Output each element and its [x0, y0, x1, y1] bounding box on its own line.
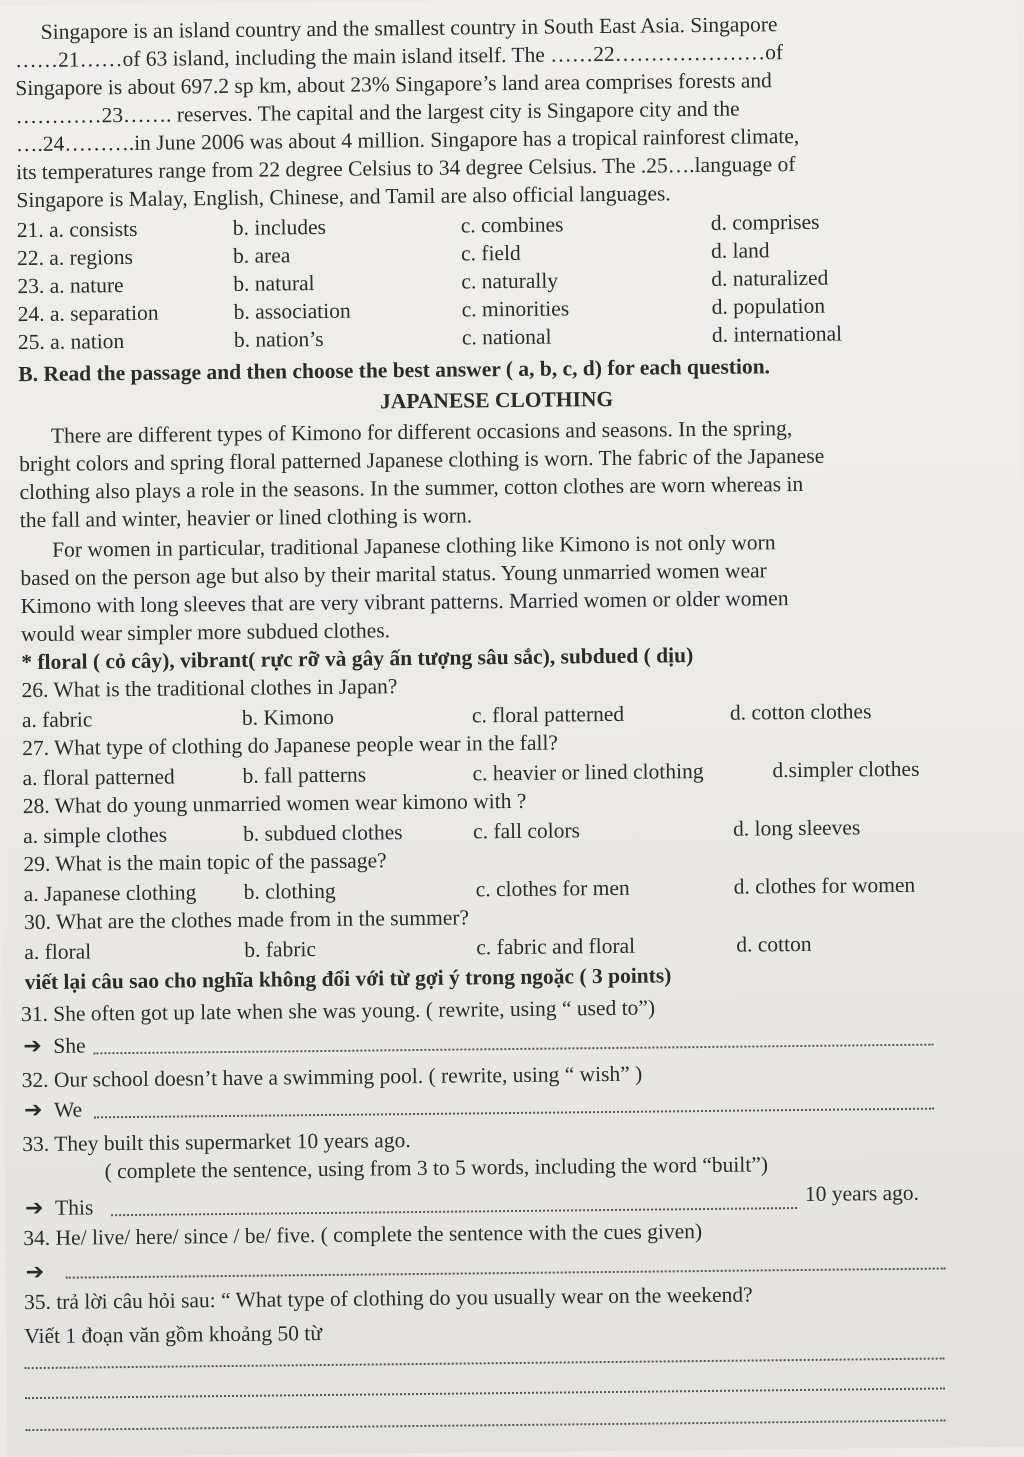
writing-line[interactable]	[25, 1420, 945, 1432]
option-27d: d.simpler clothes	[772, 756, 920, 783]
option-29d: d. clothes for women	[733, 872, 916, 899]
question-35: 35. trả lời câu hỏi sau: “ What type of clothing do you usually wear on the weekend?	[23, 1282, 753, 1315]
section-c-heading: viết lại câu sao cho nghĩa không đổi với từ gợi ý trong ngoặc ( 3 points)	[24, 963, 672, 995]
option-24d: d. population	[711, 293, 826, 319]
question-26: 26. What is the traditional clothes in Japan?	[21, 674, 398, 703]
passage-b-line: would wear simpler more subdued clothes.	[20, 618, 391, 647]
option-30a: a. floral	[24, 939, 92, 965]
question-33-hint: ( complete the sentence, using from 3 to 5 words, including the word “built”)	[104, 1152, 769, 1184]
answer-33-end: 10 years ago.	[804, 1180, 920, 1206]
arrow-icon: ➔	[24, 1194, 44, 1221]
option-29c: c. clothes for men	[475, 875, 630, 902]
option-28b: b. subdued clothes	[242, 820, 403, 846]
option-25d: d. international	[711, 321, 843, 347]
answer-34-line[interactable]	[66, 1267, 946, 1278]
option-22c: c. field	[460, 240, 521, 266]
option-30d: d. cotton	[736, 931, 812, 957]
question-25: 25. a. nation	[17, 329, 125, 355]
option-24b: b. association	[233, 298, 351, 324]
question-23: 23. a. nature	[17, 273, 124, 299]
passage-b-line: the fall and winter, heavier or lined clothing is worn.	[19, 503, 473, 533]
arrow-icon: ➔	[25, 1258, 45, 1285]
question-34: 34. He/ live/ here/ since / be/ five. ( complete the sentence with the cues given)	[23, 1219, 703, 1251]
question-30: 30. What are the clothes made from in the summer?	[23, 905, 470, 935]
writing-line[interactable]	[25, 1388, 945, 1400]
option-26d: d. cotton clothes	[729, 699, 872, 725]
answer-31-start: She	[53, 1033, 86, 1058]
writing-line[interactable]	[25, 1358, 945, 1370]
passage-line: Singapore is an island country and the smallest country in South East Asia. Singapore	[40, 12, 778, 44]
option-21c: c. combines	[460, 212, 564, 238]
option-29a: a. Japanese clothing	[23, 880, 197, 907]
arrow-icon: ➔	[23, 1096, 43, 1123]
option-28c: c. fall colors	[472, 818, 581, 844]
passage-b-line: based on the person age but also by their marital status. Young unmarried women wear	[20, 558, 767, 591]
answer-31-line[interactable]	[93, 1044, 933, 1055]
passage-line: ……21……of 63 island, including the main island itself. The ……22…………………of	[14, 40, 784, 73]
option-27b: b. fall patterns	[242, 762, 367, 788]
question-22: 22. a. regions	[16, 244, 134, 271]
passage-line: ….24……….in June 2006 was about 4 million. Singapore has a tropical rainforest climate,	[15, 123, 800, 157]
option-30c: c. fabric and floral	[476, 933, 636, 960]
option-22b: b. area	[232, 243, 291, 268]
option-30b: b. fabric	[244, 937, 317, 962]
option-23d: d. naturalized	[711, 265, 829, 291]
option-26b: b. Kimono	[241, 704, 335, 730]
passage-line: Singapore is Malay, English, Chinese, and Tamil are also official languages.	[16, 181, 671, 213]
option-21d: d. comprises	[710, 209, 820, 235]
answer-32-line[interactable]	[94, 1108, 934, 1119]
option-28d: d. long sleeves	[732, 815, 861, 841]
arrow-icon: ➔	[23, 1032, 42, 1059]
question-27: 27. What type of clothing do Japanese people wear in the fall?	[22, 730, 559, 761]
question-24: 24. a. separation	[17, 300, 159, 327]
question-29: 29. What is the main topic of the passage?	[23, 848, 387, 877]
passage-b-line: For women in particular, traditional Japanese clothing like Kimono is not only worn	[52, 530, 776, 562]
passage-line: its temperatures range from 22 degree Celsius to 34 degree Celsius. The .25….language of	[16, 152, 796, 185]
option-28a: a. simple clothes	[23, 822, 168, 849]
option-26a: a. fabric	[21, 707, 93, 733]
option-23c: c. naturally	[461, 268, 559, 294]
passage-b-line: Kimono with long sleeves that are very vibrant patterns. Married women or older women	[20, 586, 789, 619]
option-24c: c. minorities	[461, 296, 570, 322]
question-28: 28. What do young unmarried women wear kimono with ?	[22, 788, 527, 819]
section-b-heading: B. Read the passage and then choose the best answer ( a, b, c, d) for each question.	[18, 354, 771, 387]
option-27c: c. heavier or lined clothing	[472, 758, 704, 786]
question-32: 32. Our school doesn’t have a swimming pool. ( rewrite, using “ wish” )	[21, 1061, 643, 1093]
passage-b-line: There are different types of Kimono for different occasions and seasons. In the spring,	[50, 416, 793, 448]
option-29b: b. clothing	[243, 878, 336, 904]
option-27a: a. floral patterned	[22, 764, 175, 791]
answer-33-line[interactable]	[111, 1207, 797, 1216]
passage-b-line: clothing also plays a role in the seasons. In the summer, cotton clothes are worn whereas in	[19, 471, 804, 505]
option-26c: c. floral patterned	[471, 701, 625, 728]
answer-33-start: This	[54, 1195, 94, 1220]
option-22d: d. land	[710, 238, 770, 263]
option-23b: b. natural	[233, 271, 315, 296]
option-21b: b. includes	[232, 214, 327, 240]
option-25c: c. national	[461, 324, 552, 350]
option-25b: b. nation’s	[233, 326, 324, 352]
question-21: 21. a. consists	[16, 216, 138, 243]
passage-line: Singapore is about 697.2 sp km, about 23% Singapore’s land area comprises forests and	[15, 68, 772, 101]
answer-32-start: We	[53, 1097, 83, 1122]
passage-b-line: bright colors and spring floral patterned Japanese clothing is worn. The fabric of the Japanese	[19, 443, 825, 477]
passage-title: JAPANESE CLOTHING	[379, 386, 614, 414]
question-31: 31. She often got up late when she was young. ( rewrite, using “ used to”)	[20, 995, 656, 1027]
vocabulary-note: * floral ( cỏ cây), vibrant( rực rỡ và gây ấn tượng sâu sắc), subdued ( dịu)	[21, 643, 694, 675]
question-33: 33. They built this supermarket 10 years ago.	[22, 1128, 411, 1157]
question-35-sub: Viết 1 đoạn văn gồm khoảng 50 từ	[24, 1321, 323, 1349]
passage-line: …………23……. reserves. The capital and the largest city is Singapore city and the	[15, 96, 740, 129]
